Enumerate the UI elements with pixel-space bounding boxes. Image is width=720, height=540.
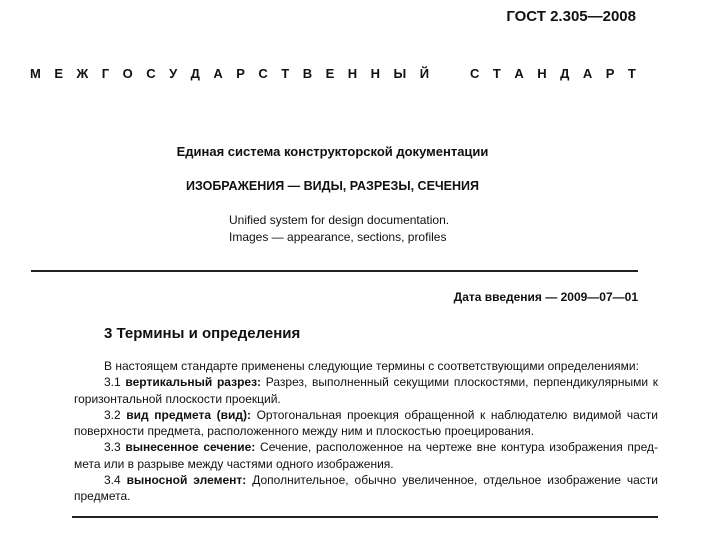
banner-letter: С <box>470 66 480 81</box>
banner-word-gap <box>443 66 457 81</box>
banner-letter: Т <box>627 66 636 81</box>
introduction-date: Дата введения — 2009—07—01 <box>453 290 638 304</box>
term-definition-continuation: мета или в разрыве между частями одного изображения. <box>74 456 394 471</box>
banner-letter: Н <box>370 66 381 81</box>
term-definition-line <box>74 374 658 390</box>
banner-letter: А <box>582 66 593 81</box>
top-divider <box>31 270 638 272</box>
banner-letter: Т <box>492 66 501 81</box>
banner-letter: О <box>122 66 133 81</box>
term-definition-continuation: горизонтальной плоскости проекций. <box>74 391 281 406</box>
term-definition-line <box>74 472 658 488</box>
banner-letter: М <box>30 66 41 81</box>
english-title-line-1: Unified system for design documentation. <box>229 213 450 227</box>
term-definition-line <box>74 439 658 455</box>
term-definition: Дополнительное, обычно увеличенное, отдельное изображение части <box>246 473 658 488</box>
banner-letter: Г <box>101 66 110 81</box>
term-name: вертикальный разрез: <box>125 375 262 390</box>
banner-letter: А <box>514 66 524 81</box>
banner-letter: С <box>146 66 156 81</box>
terms-body <box>74 358 658 505</box>
banner-letter: У <box>169 66 178 81</box>
banner-letter: Е <box>325 66 335 81</box>
banner-letter: В <box>302 66 313 81</box>
bottom-divider <box>72 516 658 518</box>
section-heading: 3 Термины и определения <box>104 325 301 342</box>
system-title: Единая система конструкторской документации <box>176 144 489 159</box>
term-definition: Сечение, расположенное на чертеже вне контура изображения пред- <box>255 440 658 455</box>
term-number: 3.4 <box>104 473 127 488</box>
banner-letter: Н <box>347 66 358 81</box>
banner-letter: Р <box>605 66 615 81</box>
term-definition-line <box>74 407 658 423</box>
banner-letter: Ж <box>76 66 89 81</box>
banner-letter: А <box>213 66 223 81</box>
banner-letter: Р <box>236 66 245 81</box>
term-name: вынесенное сечение: <box>125 440 256 455</box>
banner-letter: Н <box>537 66 547 81</box>
standard-name: ИЗОБРАЖЕНИЯ — ВИДЫ, РАЗРЕЗЫ, СЕЧЕНИЯ <box>185 179 480 193</box>
english-title-line-2: Images — appearance, sections, profiles <box>229 230 447 244</box>
banner-letter: Д <box>190 66 200 81</box>
term-definition: Разрез, выполненный секущими плоскостями, перпендикулярными к <box>261 375 658 390</box>
term-number: 3.2 <box>104 407 127 422</box>
interstate-standard-banner <box>30 66 636 81</box>
banner-letter: Т <box>281 66 290 81</box>
term-definition: Ортогональная проекция обращенной к наблюдателю видимой части <box>251 407 659 422</box>
term-number: 3.1 <box>104 375 126 390</box>
banner-letter: Й <box>419 66 430 81</box>
banner-letter: Ы <box>393 66 407 81</box>
term-definition-continuation: поверхности предмета, расположенного между ним и плоскостью проецирования. <box>74 424 535 439</box>
term-name: выносной элемент: <box>126 473 247 488</box>
term-number: 3.3 <box>104 440 126 455</box>
banner-letter: С <box>258 66 268 81</box>
term-name: вид предмета (вид): <box>126 407 251 422</box>
section-intro: В настоящем стандарте применены следующие термины с соответствующими определениями: <box>104 359 639 373</box>
banner-letter: Е <box>54 66 63 81</box>
term-definition-continuation: предмета. <box>74 489 131 504</box>
document-number: ГОСТ 2.305—2008 <box>506 8 636 25</box>
banner-letter: Д <box>560 66 570 81</box>
